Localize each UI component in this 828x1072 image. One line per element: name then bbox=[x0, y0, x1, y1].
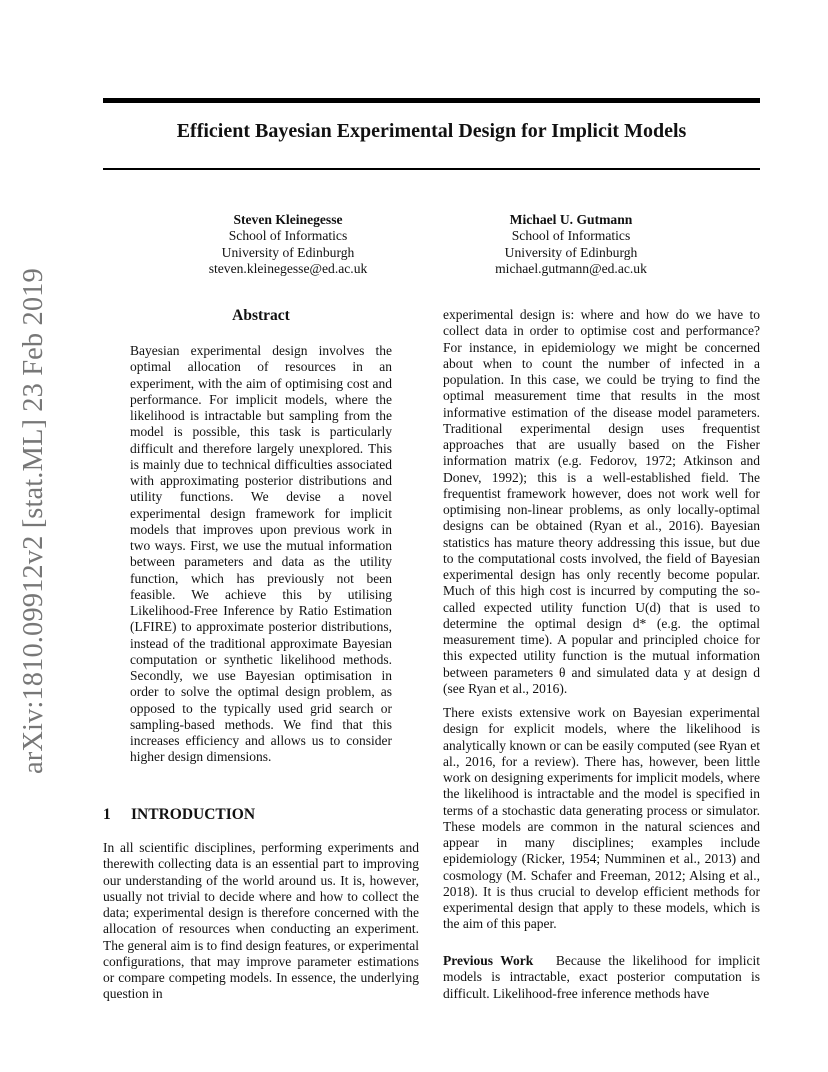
author-email: steven.kleinegesse@ed.ac.uk bbox=[208, 261, 368, 277]
section-title: INTRODUCTION bbox=[131, 806, 256, 823]
paragraph-text: Because the likelihood for implicit models is intractable, exact posterior computation is difficult. Likelihood-free inference methods have bbox=[443, 953, 760, 1001]
author-university: University of Edinburgh bbox=[221, 244, 355, 260]
intro-paragraph: In all scientific disciplines, performing experiments and therewith collecting data is an essential part to improving our understanding of the world around us. It is, however, usually not trivial to decide where and how to collect the data; experimental design is therefore concerned with the allocation of resources when conducting an experiment. The general aim is to find design features, or experimental configurations, that may improve parameter estimations or compare competing models. In essence, the underlying question in bbox=[103, 840, 419, 1002]
paper-title: Efficient Bayesian Experimental Design for Implicit Models bbox=[176, 120, 687, 142]
abstract-heading: Abstract bbox=[232, 307, 290, 324]
author-block bbox=[158, 212, 418, 278]
author-affiliation: School of Informatics bbox=[511, 228, 631, 244]
section-number: 1 bbox=[103, 806, 111, 823]
author-name: Michael U. Gutmann bbox=[509, 212, 633, 227]
author-affiliation: School of Informatics bbox=[228, 228, 348, 244]
paragraph-runin-heading: Previous Work bbox=[443, 953, 534, 968]
author-university: University of Edinburgh bbox=[504, 244, 638, 260]
previous-work-paragraph bbox=[443, 953, 760, 1002]
author-name: Steven Kleinegesse bbox=[233, 212, 343, 227]
section-heading bbox=[103, 806, 255, 824]
arxiv-stamp: arXiv:1810.09912v2 [stat.ML] 23 Feb 2019 bbox=[18, 268, 49, 774]
abstract-body: Bayesian experimental design involves the optimal allocation of resources in an experiment, with the aim of optimising cost and performance. For implicit models, where the likelihood is intractable but sampling from the model is possible, this task is particularly difficult and therefore largely unexplored. This is mainly due to technical difficulties associated with approximating posterior distributions and utility functions. We devise a novel experimental design framework for implicit models that improves upon previous work in two ways. First, we use the mutual information between parameters and data as the utility function, which has previously not been feasible. We achieve this by utilising Likelihood-Free Inference by Ratio Estimation (LFIRE) to approximate posterior distributions, instead of the traditional approximate Bayesian computation or synthetic likelihood methods. Secondly, we use Bayesian optimisation in order to solve the optimal design problem, as opposed to the typically used grid search or sampling-based methods. We find that this increases efficiency and allows us to consider higher design dimensions. bbox=[130, 343, 392, 765]
body-paragraph: There exists extensive work on Bayesian experimental design for explicit models, where the likelihood is analytically known or can be easily computed (see Ryan et al., 2016, for a review). There has, however, been little work on designing experiments for implicit models, where the likelihood is intractable and the model is specified in terms of a stochastic data generating process or simulator. These models are common in the natural sciences and appear in many disciplines; examples include epidemiology (Ricker, 1954; Numminen et al., 2013) and cosmology (M. Schafer and Freeman, 2012; Alsing et al., 2018). It is thus crucial to develop efficient methods for experimental design that apply to these models, which is the aim of this paper. bbox=[443, 705, 760, 932]
body-paragraph: experimental design is: where and how do we have to collect data in order to optimise cost and performance? For instance, in epidemiology we might be concerned about when to count the number of infected in a population. In this case, we could be trying to find the optimal measurement time that results in the most informative estimation of the disease model parameters. Traditional experimental design uses frequentist approaches that are usually based on the Fisher information matrix (e.g. Fedorov, 1972; Atkinson and Donev, 1992); this is a well-established field. The frequentist framework however, does not work well for optimising non-linear problems, as only locally-optimal designs can be obtained (Ryan et al., 2016). Bayesian statistics has mature theory addressing this issue, but due to the computational costs involved, the field of Bayesian experimental design has only recently become popular. Much of this high cost is incurred by computing the so-called expected utility function U(d) that is used to determine the optimal design d* (e.g. the optimal measurement time). A popular and principled choice for this expected utility function is the mutual information between parameters θ and simulated data y at design d (see Ryan et al., 2016). bbox=[443, 307, 760, 696]
author-block bbox=[441, 212, 701, 278]
author-email: michael.gutmann@ed.ac.uk bbox=[495, 261, 647, 277]
title-rule-bottom bbox=[103, 168, 760, 170]
title-rule-top bbox=[103, 98, 760, 103]
